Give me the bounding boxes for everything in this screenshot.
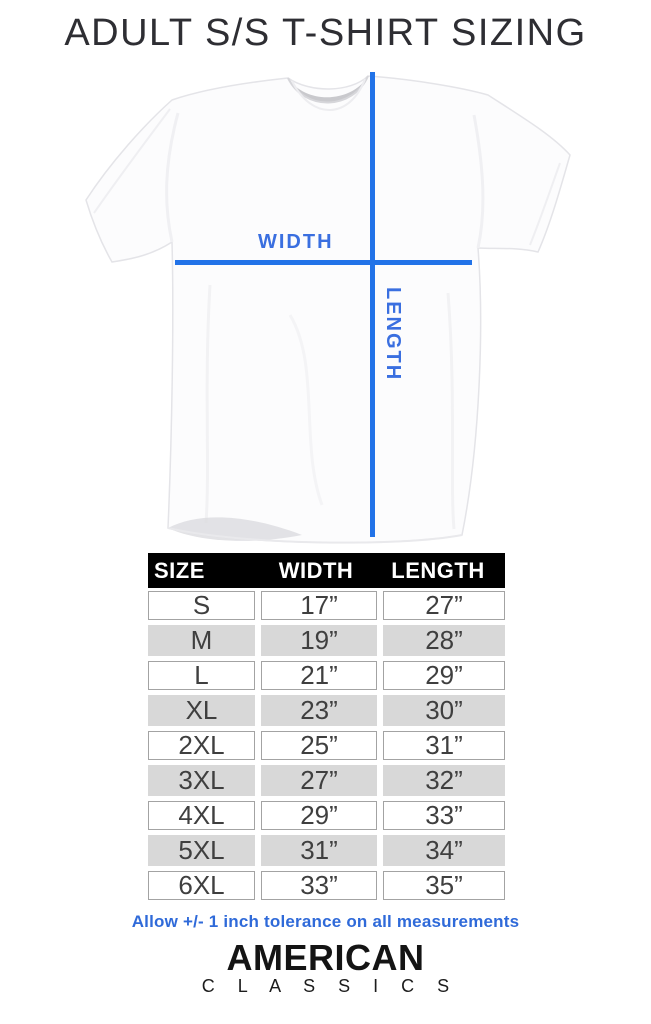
tshirt-body-shape — [86, 76, 570, 543]
table-row — [148, 833, 505, 868]
table-header-row — [148, 553, 505, 588]
cell-size: M — [148, 625, 255, 656]
cell-length: 31” — [383, 731, 505, 760]
cell-size: 6XL — [148, 871, 255, 900]
header-cell-width: WIDTH — [278, 557, 354, 583]
cell-width: 33” — [261, 871, 377, 900]
table-row — [148, 623, 505, 658]
brand-name: AMERICAN — [226, 937, 425, 978]
header-cell-size: SIZE — [154, 557, 205, 583]
cell-length: 29” — [383, 661, 505, 690]
cell-width: 17” — [261, 591, 377, 620]
cell-size: XL — [148, 695, 255, 726]
brand-subname: C L A S S I C S — [201, 976, 459, 996]
table-row — [148, 728, 505, 763]
cell-size: 2XL — [148, 731, 255, 760]
cell-size: L — [148, 661, 255, 690]
cell-width: 25” — [261, 731, 377, 760]
size-table — [148, 553, 505, 903]
table-row — [148, 588, 505, 623]
brand-logo — [0, 937, 651, 996]
cell-width: 19” — [261, 625, 377, 656]
header-cell-length: LENGTH — [391, 557, 485, 583]
tshirt-illustration — [60, 65, 580, 555]
cell-width: 21” — [261, 661, 377, 690]
tolerance-note: Allow +/- 1 inch tolerance on all measurements — [131, 912, 520, 931]
cell-length: 32” — [383, 765, 505, 796]
cell-width: 31” — [261, 835, 377, 866]
page-title: ADULT S/S T-SHIRT SIZING — [64, 12, 587, 54]
table-row — [148, 693, 505, 728]
tshirt-diagram — [60, 65, 580, 555]
cell-length: 30” — [383, 695, 505, 726]
cell-length: 28” — [383, 625, 505, 656]
table-row — [148, 798, 505, 833]
table-row — [148, 763, 505, 798]
cell-size: 5XL — [148, 835, 255, 866]
cell-length: 27” — [383, 591, 505, 620]
cell-length: 35” — [383, 871, 505, 900]
length-measure-line — [370, 72, 375, 537]
width-label: WIDTH — [258, 231, 334, 253]
cell-size: 3XL — [148, 765, 255, 796]
table-row — [148, 868, 505, 903]
table-row — [148, 658, 505, 693]
width-measure-line — [175, 260, 472, 265]
cell-size: 4XL — [148, 801, 255, 830]
length-label: LENGTH — [382, 287, 404, 382]
cell-width: 29” — [261, 801, 377, 830]
cell-size: S — [148, 591, 255, 620]
cell-width: 27” — [261, 765, 377, 796]
cell-length: 33” — [383, 801, 505, 830]
cell-width: 23” — [261, 695, 377, 726]
cell-length: 34” — [383, 835, 505, 866]
